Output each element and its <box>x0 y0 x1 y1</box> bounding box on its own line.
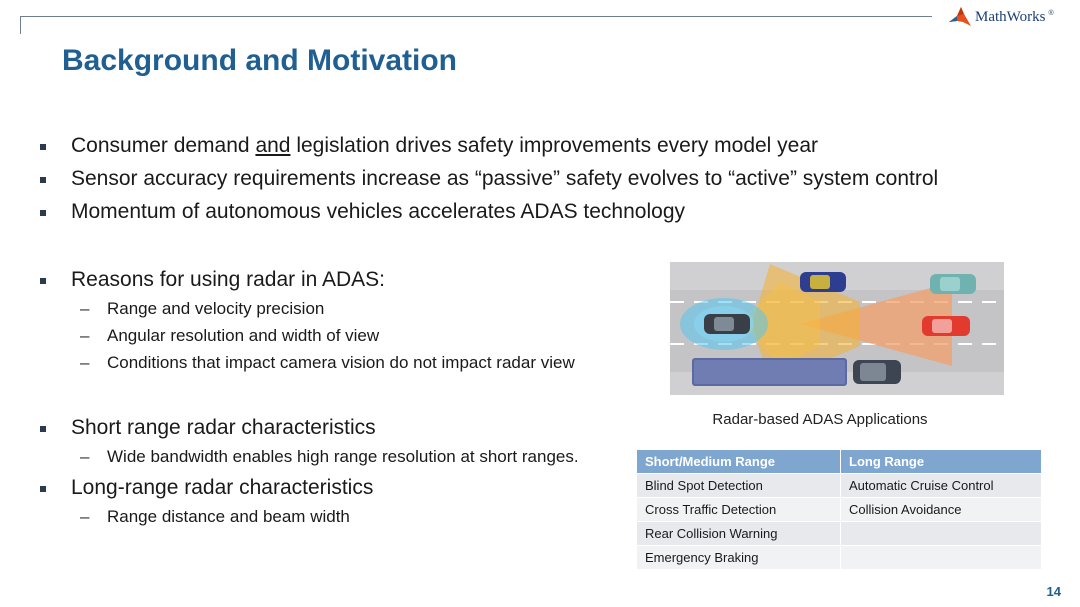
sub-bullet <box>80 322 575 349</box>
dash-marker: – <box>80 507 90 526</box>
long-range-sublist <box>40 503 373 530</box>
table-cell: Automatic Cruise Control <box>841 474 1042 498</box>
short-range-heading <box>40 413 579 443</box>
road-scene-graphic <box>670 262 1004 395</box>
short-range-sublist <box>40 443 579 470</box>
sub-bullet-text: Conditions that impact camera vision do not impact radar view <box>107 353 575 372</box>
table-row <box>637 498 1042 522</box>
bullet-text: Long-range radar characteristics <box>71 476 374 499</box>
sub-bullet <box>80 349 575 376</box>
column-header-short-medium: Short/Medium Range <box>637 450 841 474</box>
table-header-row <box>637 450 1042 474</box>
mathworks-logo <box>948 5 1054 29</box>
table-cell: Blind Spot Detection <box>637 474 841 498</box>
dash-marker: – <box>80 353 90 372</box>
long-range-section <box>40 473 373 530</box>
short-range-section <box>40 413 579 470</box>
logo-text: MathWorks <box>975 8 1046 25</box>
table-row <box>637 474 1042 498</box>
dash-marker: – <box>80 326 90 345</box>
header-rule <box>20 16 932 17</box>
sub-bullet-text: Range and velocity precision <box>107 299 325 318</box>
table-cell: Rear Collision Warning <box>637 522 841 546</box>
intro-bullet <box>40 164 938 197</box>
column-header-long: Long Range <box>841 450 1042 474</box>
dash-marker: – <box>80 299 90 318</box>
reasons-sublist <box>40 295 575 376</box>
bullet-text-part: legislation drives safety improvements every model year <box>290 134 819 157</box>
bullet-marker <box>40 210 46 216</box>
underlined-word: and <box>255 134 291 157</box>
header-rule-tick <box>20 16 21 34</box>
membrane-logo-icon <box>948 5 972 29</box>
bullet-marker <box>40 278 46 284</box>
table-row <box>637 522 1042 546</box>
sub-bullet <box>80 295 575 322</box>
figure-caption: Radar-based ADAS Applications <box>712 411 928 428</box>
bullet-marker <box>40 177 46 183</box>
reasons-heading <box>40 265 575 295</box>
long-range-heading <box>40 473 373 503</box>
sub-bullet-text: Range distance and beam width <box>107 507 350 526</box>
bullet-marker <box>40 144 46 150</box>
sub-bullet-text: Angular resolution and width of view <box>107 326 380 345</box>
radar-adas-illustration <box>670 262 1004 395</box>
table-cell <box>841 546 1042 570</box>
bullet-marker <box>40 426 46 432</box>
bullet-text <box>71 131 818 161</box>
bullet-text-part: Consumer demand <box>71 134 256 157</box>
table-cell: Cross Traffic Detection <box>637 498 841 522</box>
bullet-marker <box>40 486 46 492</box>
table-cell: Emergency Braking <box>637 546 841 570</box>
bullet-text: Momentum of autonomous vehicles accelerates ADAS technology <box>71 200 685 223</box>
dash-marker: – <box>80 447 90 466</box>
sub-bullet-text: Wide bandwidth enables high range resolution at short ranges. <box>107 447 579 466</box>
sub-bullet <box>80 443 579 470</box>
bullet-text: Short range radar characteristics <box>71 416 376 439</box>
sub-bullet <box>80 503 373 530</box>
page-number: 14 <box>1046 584 1061 599</box>
table-cell <box>841 522 1042 546</box>
radar-applications-table <box>636 449 1042 570</box>
bullet-text: Reasons for using radar in ADAS: <box>71 268 385 291</box>
slide-title: Background and Motivation <box>62 44 458 77</box>
table-row <box>637 546 1042 570</box>
reasons-section <box>40 265 575 376</box>
logo-trademark: ® <box>1048 9 1054 17</box>
intro-bullet <box>40 131 938 164</box>
table-cell: Collision Avoidance <box>841 498 1042 522</box>
intro-bullet <box>40 197 938 230</box>
intro-bullet-list <box>40 131 938 230</box>
bullet-text: Sensor accuracy requirements increase as “passive” safety evolves to “active” system control <box>71 167 939 190</box>
